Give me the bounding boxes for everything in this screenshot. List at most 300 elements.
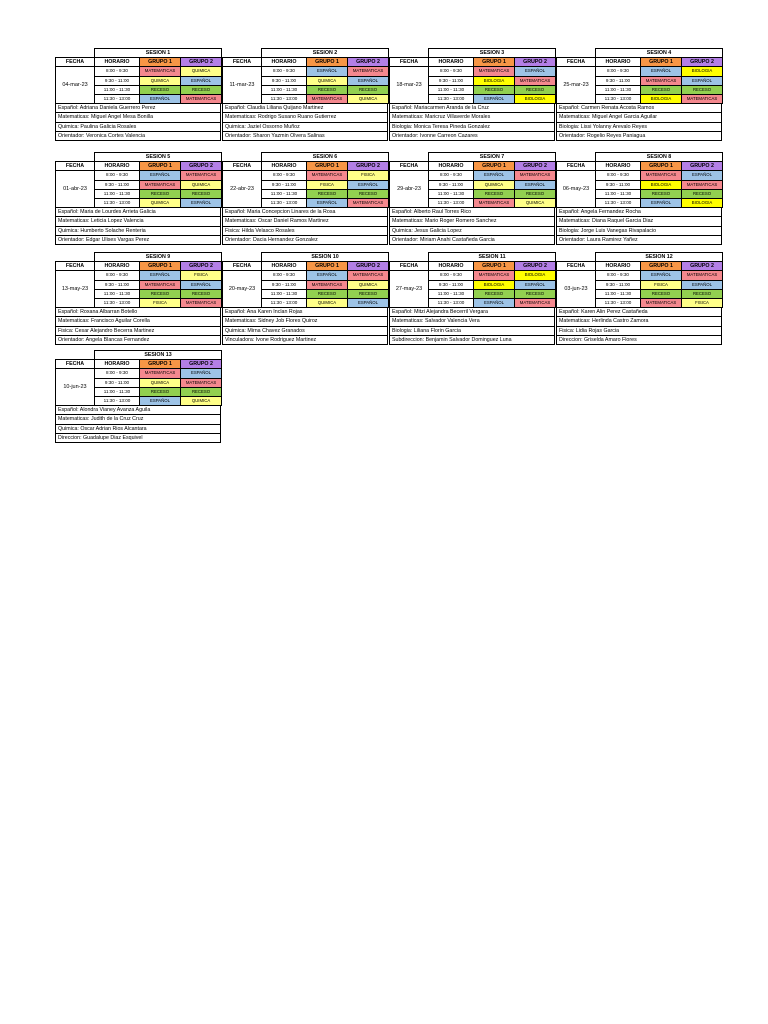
session-title: SESION 6 xyxy=(262,153,389,162)
grupo1-subject: RECESO xyxy=(474,85,515,94)
header-horario: HORARIO xyxy=(429,58,474,67)
time-slot: 8:00 - 9:30 xyxy=(429,67,474,76)
time-slot: 11:00 - 11:30 xyxy=(95,189,140,198)
grupo1-subject: ESPAÑOL xyxy=(474,171,515,180)
schedule-row xyxy=(56,67,222,76)
teacher-line: Orientador: Dacia Hernandez Gonzalez xyxy=(223,235,387,244)
teacher-notes xyxy=(222,104,388,141)
time-slot: 11:00 - 11:30 xyxy=(429,289,474,298)
header-grupo1: GRUPO 1 xyxy=(140,58,181,67)
grupo1-subject: FISICA xyxy=(140,298,181,307)
teacher-line: Español: Mariacarmen Aranda de la Cruz xyxy=(392,105,489,112)
grupo1-subject: BIOLOGIA xyxy=(474,76,515,85)
teacher-line: Orientador: Angela Blancas Fernandez xyxy=(56,335,220,344)
teacher-line: Español: Ana Karen Inclan Rojas xyxy=(225,309,303,316)
grupo2-subject: RECESO xyxy=(682,189,723,198)
teacher-line: Español: Maria Concepcion Linares de la Rosa xyxy=(225,209,336,216)
grupo1-subject: RECESO xyxy=(307,85,348,94)
header-grupo2: GRUPO 2 xyxy=(348,262,389,271)
teacher-notes xyxy=(222,208,388,245)
schedule-row xyxy=(56,369,222,378)
header-fecha: FECHA xyxy=(223,262,262,271)
header-grupo1: GRUPO 1 xyxy=(140,262,181,271)
time-slot: 11:00 - 11:30 xyxy=(596,85,641,94)
grupo1-subject: QUIMICA xyxy=(307,298,348,307)
session-table xyxy=(55,48,222,104)
header-horario: HORARIO xyxy=(95,262,140,271)
grupo1-subject: MATEMATICAS xyxy=(140,369,181,378)
grupo2-subject: MATEMATICAS xyxy=(181,94,222,103)
grupo1-subject: RECESO xyxy=(474,189,515,198)
schedule-row xyxy=(223,271,389,280)
grupo2-subject: RECESO xyxy=(682,85,723,94)
header-horario: HORARIO xyxy=(95,162,140,171)
session-date: 22-abr-23 xyxy=(223,171,262,208)
grupo2-subject: BIOLOGIA xyxy=(515,94,556,103)
header-grupo1: GRUPO 1 xyxy=(307,58,348,67)
session-date: 04-mar-23 xyxy=(56,67,95,104)
grupo1-subject: QUIMICA xyxy=(140,378,181,387)
grupo2-subject: MATEMATICAS xyxy=(682,271,723,280)
grupo2-subject: RECESO xyxy=(515,189,556,198)
header-horario: HORARIO xyxy=(262,58,307,67)
time-slot: 11:30 - 13:00 xyxy=(596,198,641,207)
teacher-line: Biologia: Monica Teresa Pineda Gonzalez xyxy=(390,122,554,131)
time-slot: 9:30 - 11:00 xyxy=(429,76,474,85)
teacher-notes xyxy=(55,308,221,345)
time-slot: 11:00 - 11:30 xyxy=(95,85,140,94)
header-fecha: FECHA xyxy=(557,162,596,171)
header-grupo1: GRUPO 1 xyxy=(140,162,181,171)
teacher-notes xyxy=(222,308,388,345)
session-block xyxy=(389,48,555,141)
time-slot: 9:30 - 11:00 xyxy=(95,280,140,289)
teacher-line: Vinculadora: Ivone Rodriguez Martinez xyxy=(223,335,387,344)
session-block xyxy=(55,152,221,245)
teacher-line: Matematicas: Judith de la Cruz Cruz xyxy=(56,414,220,423)
grupo2-subject: ESPAÑOL xyxy=(181,76,222,85)
teacher-line: Matematicas: Francisco Aguilar Corella xyxy=(56,316,220,325)
grupo1-subject: MATEMATICAS xyxy=(474,198,515,207)
grupo2-subject: BIOLOGIA xyxy=(682,198,723,207)
grupo2-subject: RECESO xyxy=(348,289,389,298)
teacher-line: Quimica: Paulina Galicia Rosales xyxy=(56,122,220,131)
session-block xyxy=(222,152,388,245)
grupo1-subject: ESPAÑOL xyxy=(641,198,682,207)
time-slot: 8:00 - 9:30 xyxy=(95,369,140,378)
session-title: SESION 3 xyxy=(429,49,556,58)
session-block xyxy=(55,252,221,345)
teacher-line: Matematicas: Herlinda Castro Zamora xyxy=(557,316,721,325)
time-slot: 8:00 - 9:30 xyxy=(429,171,474,180)
teacher-line: Matematicas: Leticia Lopez Valencia xyxy=(56,216,220,225)
grupo2-subject: ESPAÑOL xyxy=(348,76,389,85)
teacher-line: Fisica: Hilda Velasco Rosales xyxy=(223,226,387,235)
schedule-row xyxy=(223,171,389,180)
session-date: 11-mar-23 xyxy=(223,67,262,104)
session-block xyxy=(389,252,555,345)
grupo1-subject: MATEMATICAS xyxy=(307,171,348,180)
session-date: 29-abr-23 xyxy=(390,171,429,208)
grupo1-subject: ESPAÑOL xyxy=(140,271,181,280)
time-slot: 11:30 - 13:00 xyxy=(95,198,140,207)
teacher-notes xyxy=(389,104,555,141)
schedule-row xyxy=(390,271,556,280)
grupo2-subject: QUIMICA xyxy=(515,198,556,207)
header-grupo1: GRUPO 1 xyxy=(307,262,348,271)
session-table xyxy=(222,152,389,208)
teacher-line: Matematicas: Oscar Daniel Ramos Martinez xyxy=(223,216,387,225)
teacher-line: Matematicas: Rodrigo Susano Ruano Gutierrez xyxy=(223,112,387,121)
teacher-line: Orientador: Veronica Cortes Valencia xyxy=(56,131,220,140)
time-slot: 8:00 - 9:30 xyxy=(429,271,474,280)
header-horario: HORARIO xyxy=(596,162,641,171)
header-horario: HORARIO xyxy=(429,262,474,271)
grupo1-subject: RECESO xyxy=(307,289,348,298)
header-grupo2: GRUPO 2 xyxy=(682,162,723,171)
session-block xyxy=(55,48,221,141)
teacher-line: Español: Angela Fernandez Rocha xyxy=(559,209,641,216)
grupo1-subject: BIOLOGIA xyxy=(474,280,515,289)
time-slot: 11:00 - 11:30 xyxy=(262,189,307,198)
header-fecha: FECHA xyxy=(56,162,95,171)
time-slot: 9:30 - 11:00 xyxy=(262,180,307,189)
header-grupo1: GRUPO 1 xyxy=(474,58,515,67)
header-horario: HORARIO xyxy=(262,262,307,271)
time-slot: 11:30 - 13:00 xyxy=(429,298,474,307)
grupo2-subject: MATEMATICAS xyxy=(515,76,556,85)
header-fecha: FECHA xyxy=(223,162,262,171)
grupo1-subject: MATEMATICAS xyxy=(140,67,181,76)
teacher-line: Subdireccion: Benjamin Salvador Dominguez Luna xyxy=(390,335,554,344)
session-title: SESION 1 xyxy=(95,49,222,58)
session-title: SESION 13 xyxy=(95,351,222,360)
session-table xyxy=(556,252,723,308)
session-table xyxy=(389,48,556,104)
header-fecha: FECHA xyxy=(390,58,429,67)
grupo1-subject: RECESO xyxy=(140,85,181,94)
grupo1-subject: ESPAÑOL xyxy=(140,171,181,180)
session-date: 03-jun-23 xyxy=(557,271,596,308)
grupo2-subject: QUIMICA xyxy=(181,396,222,405)
grupo2-subject: ESPAÑOL xyxy=(181,280,222,289)
time-slot: 8:00 - 9:30 xyxy=(262,171,307,180)
teacher-line: Matematicas: Miguel Angel Garcia Aguilar xyxy=(557,112,721,121)
grupo2-subject: ESPAÑOL xyxy=(348,180,389,189)
teacher-line: Quimica: Jaziel Ossorno Muñoz xyxy=(223,122,387,131)
session-block xyxy=(222,48,388,141)
session-date: 18-mar-23 xyxy=(390,67,429,104)
grupo1-subject: ESPAÑOL xyxy=(140,396,181,405)
grupo2-subject: RECESO xyxy=(181,85,222,94)
session-table xyxy=(389,252,556,308)
time-slot: 8:00 - 9:30 xyxy=(596,67,641,76)
session-table xyxy=(389,152,556,208)
time-slot: 9:30 - 11:00 xyxy=(596,76,641,85)
time-slot: 11:30 - 13:00 xyxy=(95,94,140,103)
teacher-line: Biologia: Lissi Yolanny Arevalo Reyes xyxy=(557,122,721,131)
teacher-notes xyxy=(55,104,221,141)
teacher-line: Español: Claudia Liliana Quijano Martinez xyxy=(225,105,324,112)
grupo2-subject: ESPAÑOL xyxy=(682,280,723,289)
session-date: 06-may-23 xyxy=(557,171,596,208)
grupo1-subject: QUIMICA xyxy=(140,198,181,207)
session-title: SESION 4 xyxy=(596,49,723,58)
schedule-row xyxy=(56,171,222,180)
grupo1-subject: MATEMATICAS xyxy=(641,76,682,85)
time-slot: 11:00 - 11:30 xyxy=(596,289,641,298)
time-slot: 11:30 - 13:00 xyxy=(95,396,140,405)
teacher-line: Fisica: Cesar Alejandro Becerra Martinez xyxy=(56,326,220,335)
session-title: SESION 11 xyxy=(429,253,556,262)
grupo2-subject: RECESO xyxy=(515,289,556,298)
grupo2-subject: RECESO xyxy=(348,189,389,198)
schedule-row xyxy=(390,67,556,76)
teacher-line: Orientador: Ivonne Carreon Cazares xyxy=(390,131,554,140)
session-block xyxy=(222,252,388,345)
grupo2-subject: MATEMATICAS xyxy=(682,94,723,103)
teacher-line: Direccion: Guadalupe Diaz Esquivel xyxy=(56,433,220,442)
header-grupo2: GRUPO 2 xyxy=(181,262,222,271)
grupo1-subject: ESPAÑOL xyxy=(140,94,181,103)
header-fecha: FECHA xyxy=(557,262,596,271)
grupo2-subject: ESPAÑOL xyxy=(181,198,222,207)
grupo1-subject: QUIMICA xyxy=(474,180,515,189)
time-slot: 8:00 - 9:30 xyxy=(95,67,140,76)
header-horario: HORARIO xyxy=(429,162,474,171)
header-grupo1: GRUPO 1 xyxy=(641,162,682,171)
teacher-line: Quimica: Jesus Galicia Lopez xyxy=(390,226,554,235)
schedule-row xyxy=(557,271,723,280)
time-slot: 9:30 - 11:00 xyxy=(95,378,140,387)
teacher-notes xyxy=(55,208,221,245)
grupo2-subject: MATEMATICAS xyxy=(348,198,389,207)
time-slot: 11:30 - 13:00 xyxy=(262,94,307,103)
header-grupo1: GRUPO 1 xyxy=(641,58,682,67)
time-slot: 11:00 - 11:30 xyxy=(95,387,140,396)
session-title: SESION 9 xyxy=(95,253,222,262)
teacher-line: Biologia: Jorge Luis Vanegas Rivapalacio xyxy=(557,226,721,235)
grupo2-subject: RECESO xyxy=(181,189,222,198)
schedule-row xyxy=(223,67,389,76)
grupo2-subject: FISICA xyxy=(682,298,723,307)
teacher-line: Direccion: Griselda Amaro Flores xyxy=(557,335,721,344)
grupo2-subject: ESPAÑOL xyxy=(515,180,556,189)
grupo2-subject: MATEMATICAS xyxy=(515,171,556,180)
time-slot: 11:00 - 11:30 xyxy=(429,189,474,198)
time-slot: 11:00 - 11:30 xyxy=(262,289,307,298)
session-table xyxy=(222,48,389,104)
grupo1-subject: MATEMATICAS xyxy=(140,180,181,189)
header-fecha: FECHA xyxy=(56,58,95,67)
grupo2-subject: MATEMATICAS xyxy=(181,378,222,387)
grupo2-subject: RECESO xyxy=(348,85,389,94)
schedule-row xyxy=(557,171,723,180)
session-table xyxy=(55,252,222,308)
grupo2-subject: ESPAÑOL xyxy=(515,67,556,76)
time-slot: 11:30 - 13:00 xyxy=(429,94,474,103)
time-slot: 11:30 - 13:00 xyxy=(262,298,307,307)
header-horario: HORARIO xyxy=(95,360,140,369)
time-slot: 11:00 - 11:30 xyxy=(429,85,474,94)
grupo2-subject: RECESO xyxy=(181,387,222,396)
session-block xyxy=(55,350,221,443)
time-slot: 8:00 - 9:30 xyxy=(596,171,641,180)
teacher-notes xyxy=(389,208,555,245)
header-fecha: FECHA xyxy=(557,58,596,67)
teacher-line: Matematicas: Mario Roger Romero Sanchez xyxy=(390,216,554,225)
grupo1-subject: MATEMATICAS xyxy=(474,67,515,76)
teacher-notes xyxy=(55,406,221,443)
schedule-row xyxy=(557,67,723,76)
session-block xyxy=(389,152,555,245)
grupo1-subject: RECESO xyxy=(641,85,682,94)
header-fecha: FECHA xyxy=(390,262,429,271)
grupo1-subject: QUIMICA xyxy=(140,76,181,85)
session-title: SESION 2 xyxy=(262,49,389,58)
grupo2-subject: QUIMICA xyxy=(348,94,389,103)
session-date: 13-may-23 xyxy=(56,271,95,308)
header-grupo1: GRUPO 1 xyxy=(641,262,682,271)
grupo1-subject: RECESO xyxy=(474,289,515,298)
grupo2-subject: QUIMICA xyxy=(181,67,222,76)
header-grupo2: GRUPO 2 xyxy=(682,262,723,271)
teacher-line: Orientador: Miriam Anahi Castañeda Garcia xyxy=(390,235,554,244)
time-slot: 8:00 - 9:30 xyxy=(262,67,307,76)
grupo2-subject: MATEMATICAS xyxy=(181,298,222,307)
teacher-line: Español: Mitzi Alejandra Becerril Vergara xyxy=(392,309,488,316)
session-date: 27-may-23 xyxy=(390,271,429,308)
session-block xyxy=(556,152,722,245)
grupo2-subject: MATEMATICAS xyxy=(348,67,389,76)
grupo2-subject: RECESO xyxy=(181,289,222,298)
time-slot: 9:30 - 11:00 xyxy=(262,280,307,289)
header-horario: HORARIO xyxy=(596,262,641,271)
teacher-line: Biologia: Liliana Florin Garcia xyxy=(390,326,554,335)
time-slot: 9:30 - 11:00 xyxy=(596,280,641,289)
grupo1-subject: QUIMICA xyxy=(307,76,348,85)
time-slot: 9:30 - 11:00 xyxy=(95,76,140,85)
grupo2-subject: ESPAÑOL xyxy=(682,76,723,85)
header-grupo1: GRUPO 1 xyxy=(307,162,348,171)
teacher-line: Orientador: Edgar Ulises Vargas Perez xyxy=(56,235,220,244)
teacher-notes xyxy=(389,308,555,345)
session-title: SESION 7 xyxy=(429,153,556,162)
teacher-line: Español: Alondra Vianey Avanza Aguila xyxy=(58,407,151,414)
grupo1-subject: ESPAÑOL xyxy=(307,198,348,207)
teacher-notes xyxy=(556,308,722,345)
grupo1-subject: RECESO xyxy=(140,387,181,396)
session-table xyxy=(55,350,222,406)
time-slot: 11:30 - 13:00 xyxy=(596,94,641,103)
session-date: 20-may-23 xyxy=(223,271,262,308)
header-grupo2: GRUPO 2 xyxy=(515,162,556,171)
time-slot: 8:00 - 9:30 xyxy=(95,171,140,180)
grupo2-subject: QUIMICA xyxy=(348,280,389,289)
session-date: 01-abr-23 xyxy=(56,171,95,208)
header-horario: HORARIO xyxy=(596,58,641,67)
teacher-line: Matematicas: Miguel Angel Mesa Bonilla xyxy=(56,112,220,121)
grupo2-subject: MATEMATICAS xyxy=(515,298,556,307)
header-grupo2: GRUPO 2 xyxy=(515,58,556,67)
grupo1-subject: MATEMATICAS xyxy=(140,280,181,289)
teacher-line: Español: Alberto Raul Torres Rico xyxy=(392,209,472,216)
teacher-line: Quimica: Mirna Chavez Granados xyxy=(223,326,387,335)
time-slot: 8:00 - 9:30 xyxy=(95,271,140,280)
time-slot: 9:30 - 11:00 xyxy=(95,180,140,189)
header-grupo2: GRUPO 2 xyxy=(181,360,222,369)
header-grupo2: GRUPO 2 xyxy=(682,58,723,67)
header-fecha: FECHA xyxy=(56,360,95,369)
time-slot: 11:30 - 13:00 xyxy=(596,298,641,307)
teacher-line: Orientador: Rogelio Reyes Paniagua xyxy=(557,131,721,140)
session-title: SESION 10 xyxy=(262,253,389,262)
grupo1-subject: ESPAÑOL xyxy=(307,67,348,76)
time-slot: 11:00 - 11:30 xyxy=(262,85,307,94)
time-slot: 9:30 - 11:00 xyxy=(429,280,474,289)
teacher-line: Matematicas: Sidney Job Flores Quiroz xyxy=(223,316,387,325)
grupo1-subject: RECESO xyxy=(641,289,682,298)
grupo1-subject: FISICA xyxy=(307,180,348,189)
grupo1-subject: BIOLOGIA xyxy=(641,180,682,189)
grupo2-subject: BIOLOGIA xyxy=(515,271,556,280)
teacher-line: Orientador: Sharon Yazmin Olvera Salinas xyxy=(223,131,387,140)
grupo1-subject: RECESO xyxy=(140,189,181,198)
header-fecha: FECHA xyxy=(390,162,429,171)
grupo1-subject: ESPAÑOL xyxy=(641,67,682,76)
grupo2-subject: ESPAÑOL xyxy=(348,298,389,307)
time-slot: 11:30 - 13:00 xyxy=(429,198,474,207)
header-fecha: FECHA xyxy=(56,262,95,271)
header-fecha: FECHA xyxy=(223,58,262,67)
session-block xyxy=(556,252,722,345)
grupo2-subject: RECESO xyxy=(515,85,556,94)
grupo2-subject: FISICA xyxy=(181,271,222,280)
grupo1-subject: FISICA xyxy=(641,280,682,289)
time-slot: 9:30 - 11:00 xyxy=(596,180,641,189)
grupo2-subject: ESPAÑOL xyxy=(682,171,723,180)
grupo1-subject: RECESO xyxy=(307,189,348,198)
grupo2-subject: QUIMICA xyxy=(181,180,222,189)
grupo2-subject: ESPAÑOL xyxy=(181,369,222,378)
grupo1-subject: ESPAÑOL xyxy=(474,298,515,307)
session-date: 25-mar-23 xyxy=(557,67,596,104)
grupo2-subject: MATEMATICAS xyxy=(682,180,723,189)
teacher-line: Orientador: Laura Ramirez Yañez xyxy=(557,235,721,244)
grupo2-subject: ESPAÑOL xyxy=(515,280,556,289)
grupo2-subject: RECESO xyxy=(682,289,723,298)
grupo1-subject: BIOLOGIA xyxy=(641,94,682,103)
time-slot: 11:00 - 11:30 xyxy=(95,289,140,298)
grupo1-subject: ESPAÑOL xyxy=(641,271,682,280)
session-title: SESION 12 xyxy=(596,253,723,262)
grupo1-subject: MATEMATICAS xyxy=(474,271,515,280)
grupo2-subject: FISICA xyxy=(348,171,389,180)
teacher-line: Español: Roxana Albarran Botello xyxy=(58,309,138,316)
teacher-line: Español: Carmen Renata Acosta Ramos xyxy=(559,105,655,112)
teacher-notes xyxy=(556,208,722,245)
header-grupo2: GRUPO 2 xyxy=(348,162,389,171)
time-slot: 11:00 - 11:30 xyxy=(596,189,641,198)
header-grupo1: GRUPO 1 xyxy=(474,162,515,171)
session-title: SESION 8 xyxy=(596,153,723,162)
session-block xyxy=(556,48,722,141)
header-horario: HORARIO xyxy=(262,162,307,171)
grupo1-subject: ESPAÑOL xyxy=(474,94,515,103)
session-table xyxy=(222,252,389,308)
time-slot: 11:30 - 13:00 xyxy=(262,198,307,207)
header-grupo2: GRUPO 2 xyxy=(515,262,556,271)
